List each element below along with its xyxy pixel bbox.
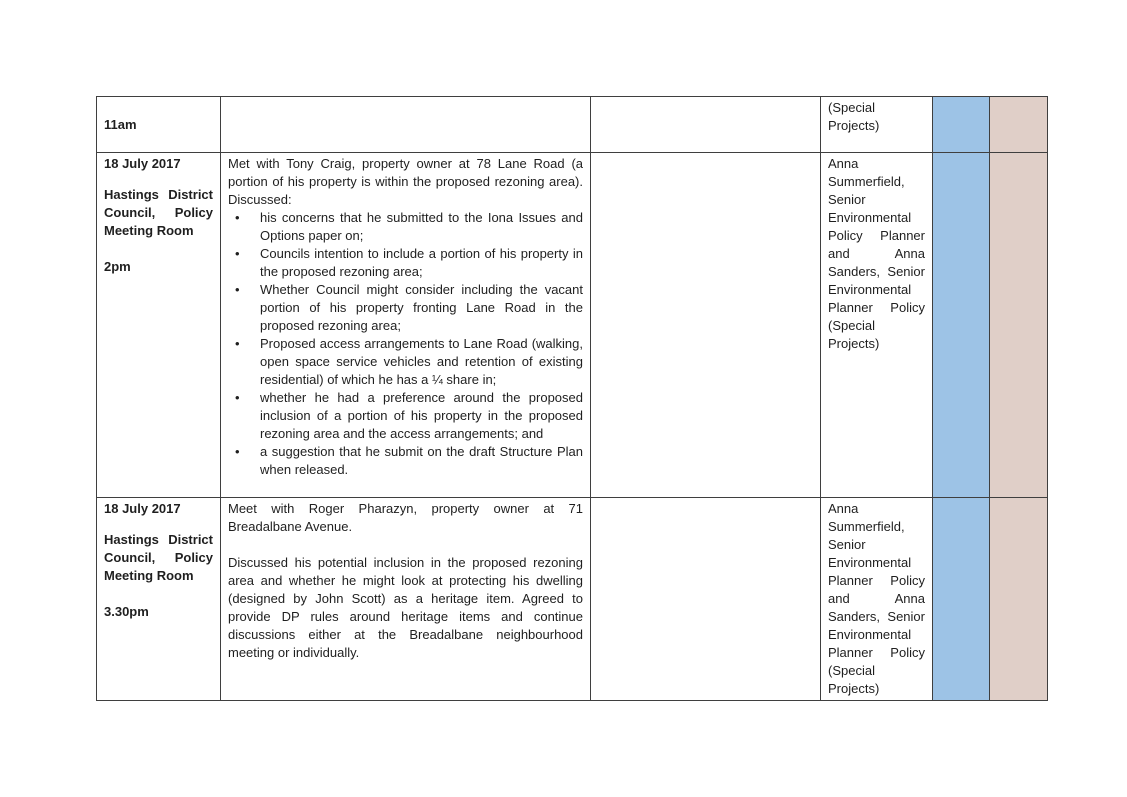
meeting-summary: Met with Tony Craig, property owner at 78 Lane Road (a portion of his property is within the proposed rezoning area). Discussed: [228,156,583,207]
cell-notes-empty [591,97,821,153]
cell-when [97,97,221,153]
cell-attendees [821,498,933,701]
cell-status-blue [933,498,990,701]
cell-description [221,153,591,498]
meeting-time: 11am [104,117,137,132]
list-item: • Councils intention to include a portion of his property in the proposed rezoning area; [228,245,583,281]
list-item: • whether he had a preference around the proposed inclusion of a portion of his property in the proposed rezoning area and the access arrangements; and [228,389,583,443]
cell-when [97,498,221,701]
cell-when [97,153,221,498]
cell-attendees [821,97,933,153]
meeting-summary: Meet with Roger Pharazyn, property owner at 71 Breadalbane Avenue. [228,501,583,534]
cell-status-tan [990,153,1048,498]
meeting-venue: Hastings District Council, Policy Meeting Room [104,532,213,583]
cell-status-blue [933,97,990,153]
cell-notes-empty [591,498,821,701]
table-row-roger-pharazyn [97,498,1048,701]
attendee-names: Anna Summerfield, Senior Environmental Planner Policy and Anna Sanders, Senior Environmental Planner Policy (Special Projects) [828,501,925,696]
list-item: • Proposed access arrangements to Lane Road (walking, open space service vehicles and retention of existing residential) of which he has a ¼ share in; [228,335,583,389]
discussion-points-list [228,209,583,479]
list-item: • a suggestion that he submit on the draft Structure Plan when released. [228,443,583,479]
cell-attendees [821,153,933,498]
list-item: • his concerns that he submitted to the Iona Issues and Options paper on; [228,209,583,245]
attendee-names: Anna Summerfield, Senior Environmental Policy Planner and Anna Sanders, Senior Environmental Planner Policy (Special Projects) [828,156,925,351]
meeting-details: Discussed his potential inclusion in the proposed rezoning area and whether he might look at protecting his dwelling (designed by John Scott) as a heritage item. Agreed to provide DP rules around heritage items and continue discussions either at the Breadalbane neighbourhood meeting or individually. [228,555,583,660]
attendee-role-continued: (Special Projects) [828,100,880,133]
meeting-date: 18 July 2017 [104,156,181,171]
cell-description [221,498,591,701]
cell-status-tan [990,97,1048,153]
meeting-time: 2pm [104,259,131,274]
list-item: • Whether Council might consider including the vacant portion of his property fronting Lane Road in the proposed rezoning area; [228,281,583,335]
meeting-time: 3.30pm [104,604,149,619]
table-row-tony-craig [97,153,1048,498]
meeting-date: 18 July 2017 [104,501,181,516]
meeting-venue: Hastings District Council, Policy Meeting Room [104,187,213,238]
meeting-log-table [96,96,1048,701]
table-row-continuation [97,97,1048,153]
cell-status-tan [990,498,1048,701]
cell-notes-empty [591,153,821,498]
cell-description-empty [221,97,591,153]
cell-status-blue [933,153,990,498]
